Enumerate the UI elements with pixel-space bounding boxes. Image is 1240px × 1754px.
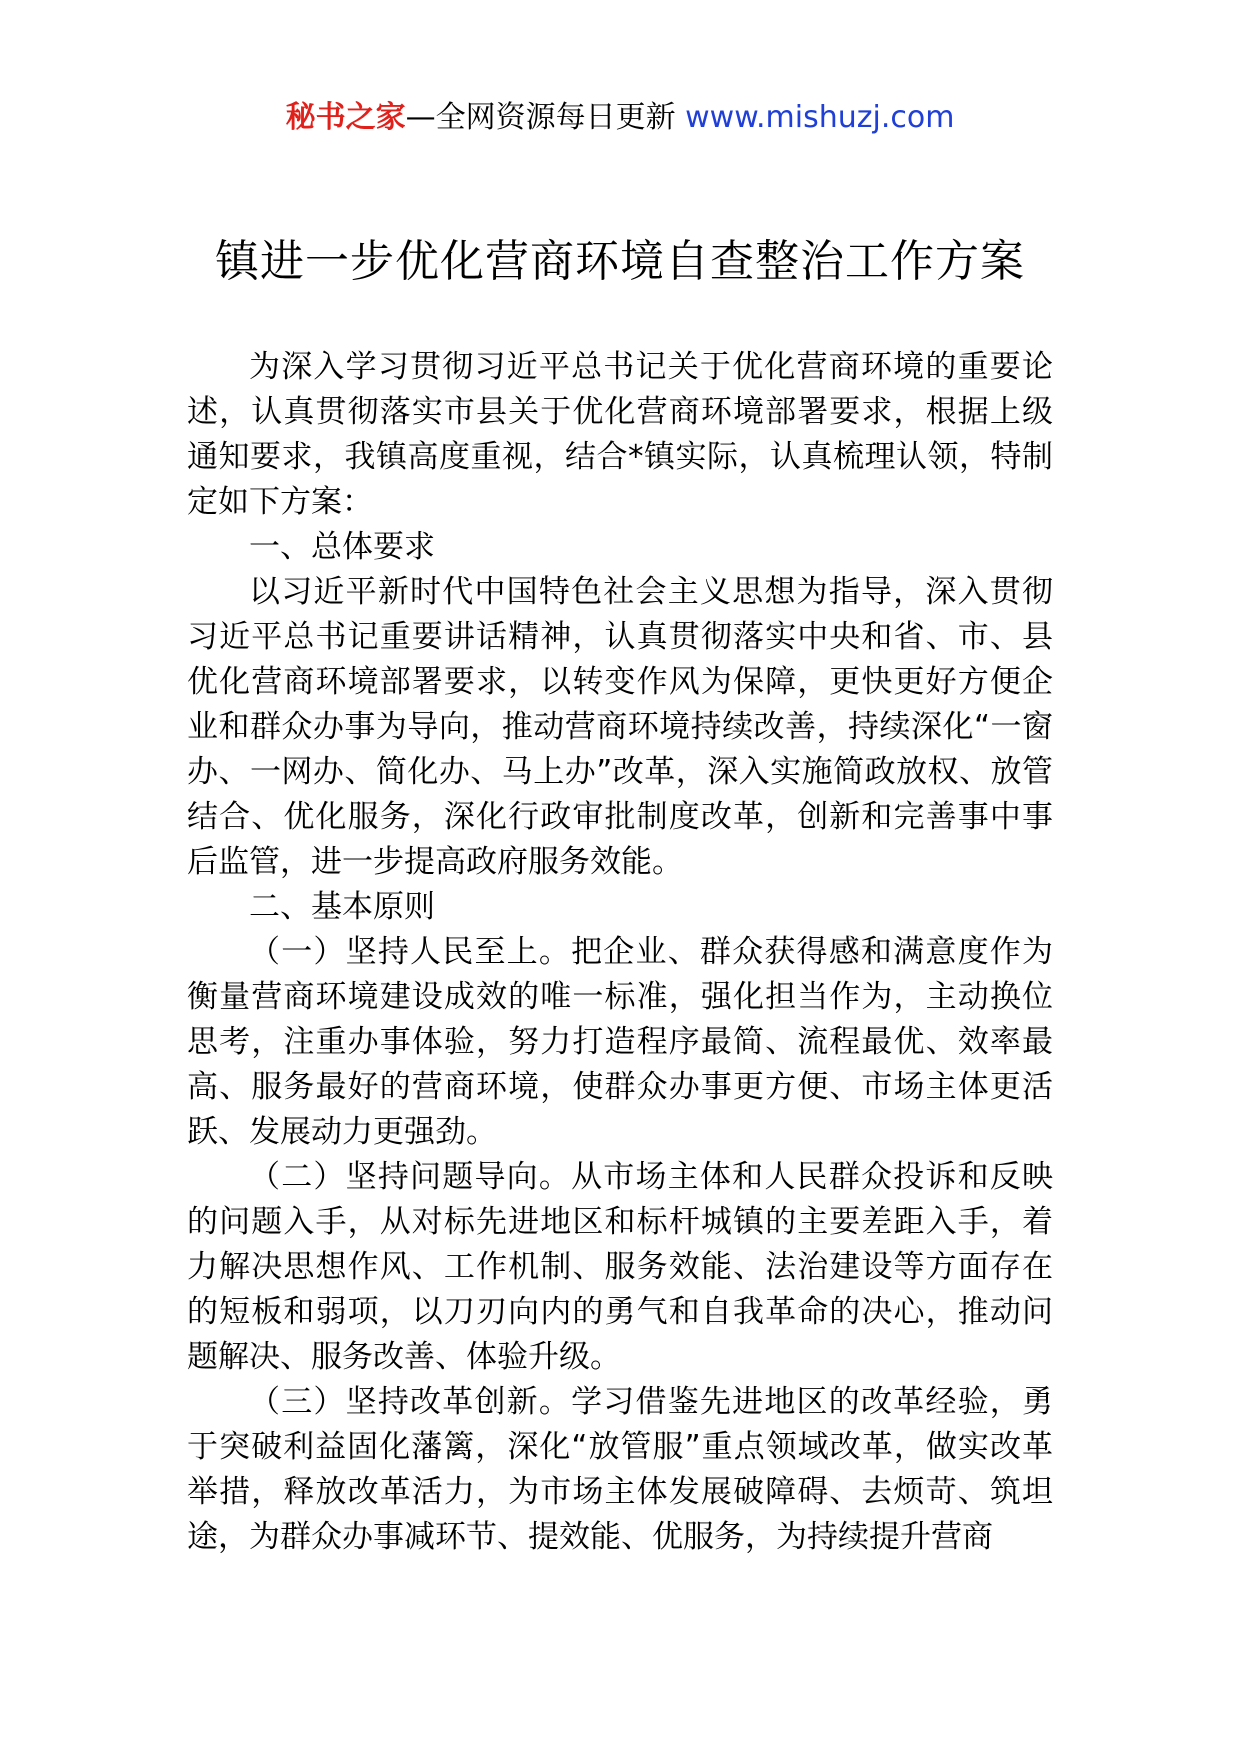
site-url-link[interactable]: www.mishuzj.com (685, 100, 955, 135)
document-body (187, 345, 1053, 1560)
site-tagline: —全网资源每日更新 (405, 100, 686, 135)
section-heading-overall-requirements: 一、总体要求 (249, 529, 435, 565)
principle-paragraph-problem-oriented: （二）坚持问题导向。从市场主体和人民群众投诉和反映的问题入手，从对标先进地区和标杆城镇的主要差距入手，着力解决思想作风、工作机制、服务效能、法治建设等方面存在的短板和弱项，以刀刃向内的勇气和自我革命的决心，推动问题解决、服务改善、体验升级。 (187, 1159, 1053, 1375)
intro-paragraph: 为深入学习贯彻习近平总书记关于优化营商环境的重要论述，认真贯彻落实市县关于优化营商环境部署要求，根据上级通知要求，我镇高度重视，结合*镇实际，认真梳理认领，特制定如下方案： (187, 349, 1053, 520)
site-name: 秘书之家 (285, 100, 406, 135)
site-header (0, 98, 1240, 138)
principle-paragraph-people-first: （一）坚持人民至上。把企业、群众获得感和满意度作为衡量营商环境建设成效的唯一标准，强化担当作为，主动换位思考，注重办事体验，努力打造程序最简、流程最优、效率最高、服务最好的营商环境，使群众办事更方便、市场主体更活跃、发展动力更强劲。 (187, 934, 1053, 1150)
principle-paragraph-reform-innovation: （三）坚持改革创新。学习借鉴先进地区的改革经验，勇于突破利益固化藩篱，深化“放管服”重点领域改革，做实改革举措，释放改革活力，为市场主体发展破障碍、去烦苛、筑坦途，为群众办事减环节、提效能、优服务，为持续提升营商 (187, 1384, 1053, 1555)
overall-requirements-paragraph: 以习近平新时代中国特色社会主义思想为指导，深入贯彻习近平总书记重要讲话精神，认真贯彻落实中央和省、市、县优化营商环境部署要求，以转变作风为保障，更快更好方便企业和群众办事为导向，推动营商环境持续改善，持续深化“一窗办、一网办、简化办、马上办”改革，深入实施简政放权、放管结合、优化服务，深化行政审批制度改革，创新和完善事中事后监管，进一步提高政府服务效能。 (187, 574, 1053, 880)
document-title: 镇进一步优化营商环境自查整治工作方案 (215, 236, 1025, 287)
section-heading-basic-principles: 二、基本原则 (249, 889, 435, 925)
